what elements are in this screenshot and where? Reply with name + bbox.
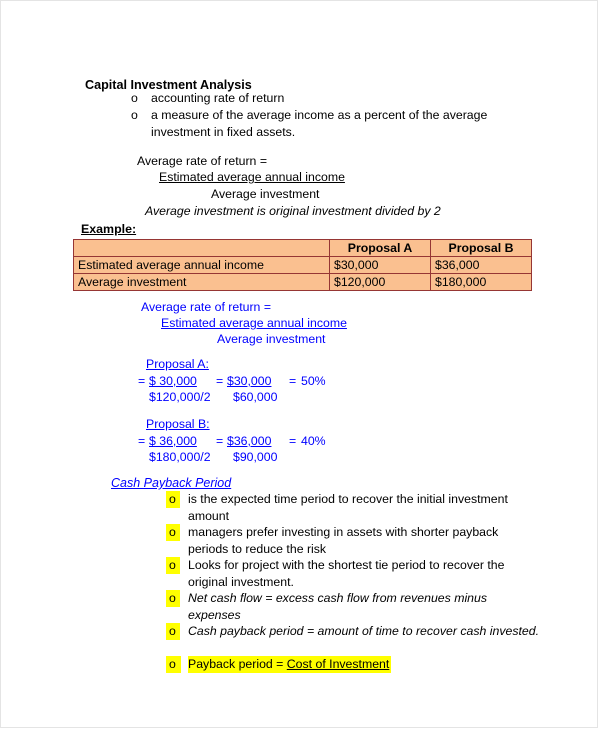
proposal-a-fraction-2-numerator: $30,000 bbox=[227, 374, 272, 388]
proposal-a-equals-2: = bbox=[216, 374, 224, 388]
bullet-marker-highlighted: o bbox=[166, 656, 181, 673]
proposal-b-fraction-1-denominator: $180,000/2 bbox=[149, 450, 211, 464]
proposals-table bbox=[73, 239, 532, 291]
bullet-marker-highlighted: o bbox=[166, 524, 180, 541]
payback-list-item bbox=[166, 491, 540, 524]
table-cell-label: Estimated average annual income bbox=[74, 257, 330, 274]
payback-list-item-text: Net cash flow = excess cash flow from revenues minus expenses bbox=[188, 591, 488, 622]
payback-list-item-text: managers prefer investing in assets with shorter payback periods to reduce the risk bbox=[188, 525, 499, 556]
document-body bbox=[1, 1, 599, 729]
payback-list-item bbox=[166, 623, 540, 640]
formula-main-note: Average investment is original investment divided by 2 bbox=[145, 204, 441, 218]
bullet-marker: o bbox=[131, 108, 138, 122]
list-item bbox=[131, 107, 533, 140]
formula-restate-numerator: Estimated average annual income bbox=[161, 316, 347, 330]
table-header-proposal-b: Proposal B bbox=[431, 240, 532, 257]
proposal-a-fraction-1-denominator: $120,000/2 bbox=[149, 390, 211, 404]
cash-payback-period-heading: Cash Payback Period bbox=[111, 476, 232, 490]
list-item-text: a measure of the average income as a percent of the average investment in fixed assets. bbox=[151, 108, 488, 139]
formula-restate-denominator: Average investment bbox=[217, 332, 326, 346]
payback-final-text-underlined: Cost of Investment bbox=[286, 657, 390, 671]
table-cell-value: $30,000 bbox=[330, 257, 431, 274]
table-header-proposal-a: Proposal A bbox=[330, 240, 431, 257]
table-cell-value: $120,000 bbox=[330, 274, 431, 291]
formula-main-numerator: Estimated average annual income bbox=[159, 170, 345, 184]
payback-list-item-text: is the expected time period to recover the initial investment amount bbox=[188, 492, 508, 523]
payback-list-item-text: Cash payback period = amount of time to recover cash invested. bbox=[188, 624, 539, 638]
proposal-a-equals-1: = bbox=[138, 374, 146, 388]
table-header-row bbox=[74, 240, 532, 257]
list-item-text: accounting rate of return bbox=[151, 91, 285, 105]
payback-list-item bbox=[166, 590, 540, 623]
formula-main-denominator: Average investment bbox=[211, 187, 320, 201]
payback-list-item-text: Looks for project with the shortest tie period to recover the original investment. bbox=[188, 558, 505, 589]
proposal-b-fraction-2-denominator: $90,000 bbox=[233, 450, 278, 464]
proposal-b-fraction-2-numerator: $36,000 bbox=[227, 434, 272, 448]
proposal-a-fraction-1-numerator: $ 30,000 bbox=[149, 374, 197, 388]
payback-final-text-plain: Payback period = bbox=[188, 657, 287, 671]
table-row bbox=[74, 274, 532, 291]
proposal-b-heading: Proposal B: bbox=[146, 417, 210, 431]
example-label: Example: bbox=[81, 222, 137, 236]
formula-main-line1: Average rate of return = bbox=[137, 154, 267, 168]
table-row bbox=[74, 257, 532, 274]
proposal-b-fraction-1-numerator: $ 36,000 bbox=[149, 434, 197, 448]
proposal-b-equals-1: = bbox=[138, 434, 146, 448]
proposal-b-equals-3: = bbox=[289, 434, 297, 448]
table-header-blank bbox=[74, 240, 330, 257]
list-item bbox=[131, 90, 533, 107]
proposal-a-fraction-2-denominator: $60,000 bbox=[233, 390, 278, 404]
table-cell-value: $36,000 bbox=[431, 257, 532, 274]
formula-restate-line1: Average rate of return = bbox=[141, 300, 271, 314]
page-title: Capital Investment Analysis bbox=[85, 78, 252, 92]
bullet-marker-highlighted: o bbox=[166, 590, 180, 607]
bullet-marker-highlighted: o bbox=[166, 623, 180, 640]
table-cell-value: $180,000 bbox=[431, 274, 532, 291]
proposal-a-result: 50% bbox=[301, 374, 326, 388]
payback-list-item bbox=[166, 557, 540, 590]
proposal-a-equals-3: = bbox=[289, 374, 297, 388]
payback-final-list-item bbox=[166, 656, 391, 673]
proposal-b-result: 40% bbox=[301, 434, 326, 448]
bullet-marker: o bbox=[131, 91, 138, 105]
proposal-a-heading: Proposal A: bbox=[146, 357, 209, 371]
bullet-marker-highlighted: o bbox=[166, 557, 180, 574]
bullet-marker-highlighted: o bbox=[166, 491, 180, 508]
table-cell-label: Average investment bbox=[74, 274, 330, 291]
payback-final-list-item-text bbox=[188, 656, 391, 673]
proposal-b-equals-2: = bbox=[216, 434, 224, 448]
payback-list-item bbox=[166, 524, 540, 557]
